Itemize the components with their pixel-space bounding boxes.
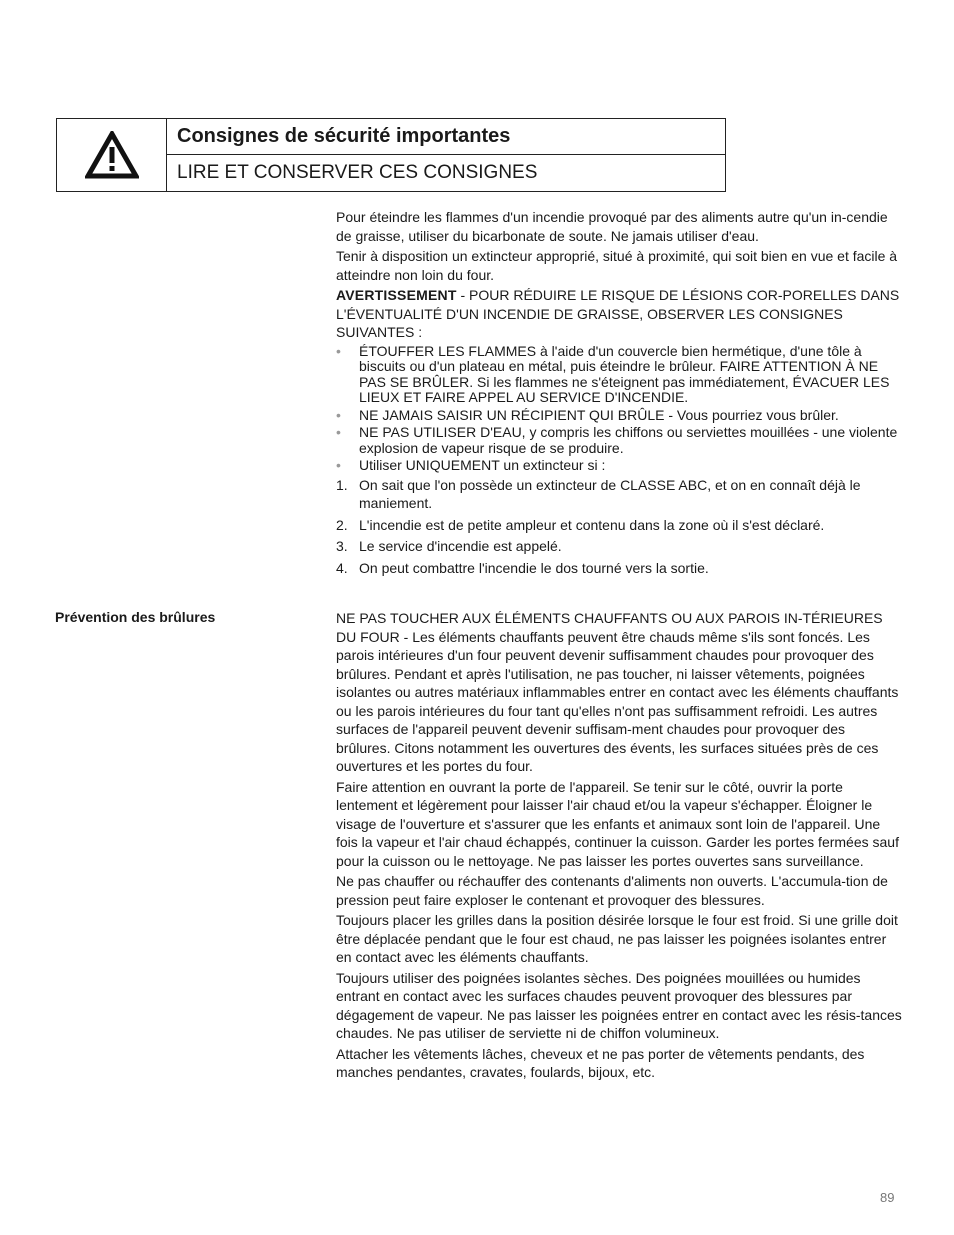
paragraph: Toujours utiliser des poignées isolantes sèches. Des poignées mouillées ou humides entrant en contact avec les surfaces chaudes peuvent provoquer des blessures par dégagement de vapeur. Ne pas laisser les poignées entrer en contact avec les résis-tances chaudes. Ne pas utiliser de serviette ni de chiffon volumineux. [336, 969, 902, 1041]
paragraph: Ne pas chauffer ou réchauffer des contenants d'aliments non ouverts. L'accumula-tion de pression peut faire exploser le contenant et provoquer des blessures. [336, 873, 888, 908]
list-item-text: NE PAS UTILISER D'EAU, y compris les chiffons ou serviettes mouillées - une violente explosion de vapeur risque de se produire. [359, 424, 898, 456]
list-item [336, 559, 902, 578]
warning-text: - POUR RÉDUIRE LE RISQUE DE LÉSIONS COR-PORELLES DANS L'ÉVENTUALITÉ D'UN INCENDIE DE GRAISSE, OBSERVER LES CONSIGNES SUIVANTES : [336, 287, 900, 340]
paragraph: NE PAS TOUCHER AUX ÉLÉMENTS CHAUFFANTS OU AUX PAROIS IN-TÉRIEURES DU FOUR - Les éléments chauffants peuvent être chauds même s'ils sont foncés. Les parois intérieures d'un four peuvent devenir suffisamment chaudes pour provoquer des brûlures. Pendant et après l'utilisation, ne pas toucher, ni laisser vêtements, poignées isolantes ou autres matériaux inflammables entrer en contact avec les éléments chauffants ou les parois intérieures du four tant qu'elles n'ont pas suffisamment refroidi. Les autres surfaces de l'appareil peuvent devenir suffisam-ment chaudes pour provoquer des brûlures. Citons notamment les ouvertures des évents, les surfaces situées près de ces ouvertures et les portes du four. [336, 610, 899, 774]
list-number: 3. [336, 538, 348, 554]
paragraph: Tenir à disposition un extincteur approprié, situé à proximité, qui soit bien en vue et facile à atteindre non loin du four. [336, 248, 898, 283]
bullet-icon: • [336, 406, 341, 423]
safety-header-box [56, 118, 726, 192]
paragraph: Pour éteindre les flammes d'un incendie provoqué par des aliments autre qu'un in-cendie de graisse, utiliser du bicarbonate de soute. Ne jamais utiliser d'eau. [336, 209, 888, 244]
paragraph: Attacher les vêtements lâches, cheveux et ne pas porter de vêtements pendants, des manches pendantes, cravates, foulards, bijoux, etc. [336, 1045, 865, 1080]
paragraph: Faire attention en ouvrant la porte de l'appareil. Se tenir sur le côté, ouvrir la porte lentement et légèrement pour laisser l'air chaud et/ou la vapeur s'échapper. Éloigner le visage de l'ouverture et s'assurer que les enfants et animaux sont loin de l'appareil. Une fois la vapeur et l'air chaud échappés, continuer la cuisson. Garder les portes fermées sauf pour la cuisson ou le nettoyage. Ne pas laisser les portes ouvertes sans surveillance. [336, 778, 899, 869]
fire-safety-section [336, 208, 902, 580]
list-item [336, 537, 902, 556]
list-item-text: On sait que l'on possède un extincteur de CLASSE ABC, et on en connaît déjà le maniement. [359, 476, 861, 511]
warning-icon-cell [57, 119, 167, 191]
list-item-text: On peut combattre l'incendie le dos tourné vers la sortie. [359, 559, 709, 576]
page-number: 89 [880, 1190, 895, 1205]
bullet-icon: • [336, 342, 341, 359]
list-item-text: NE JAMAIS SAISIR UN RÉCIPIENT QUI BRÛLE - Vous pourriez vous brûler. [359, 406, 839, 423]
bullet-icon: • [336, 424, 341, 440]
list-item [336, 516, 902, 535]
list-item [336, 408, 902, 424]
burn-prevention-section [336, 609, 902, 1084]
bullet-list [336, 344, 902, 474]
warning-triangle-icon [85, 131, 139, 179]
page-subtitle: LIRE ET CONSERVER CES CONSIGNES [177, 162, 538, 183]
page-title: Consignes de sécurité importantes [167, 119, 725, 155]
list-number: 1. [336, 476, 348, 493]
bullet-icon: • [336, 457, 341, 473]
list-item-text: ÉTOUFFER LES FLAMMES à l'aide d'un couvercle bien hermétique, d'une tôle à biscuits ou d'un plateau en métal, puis éteindre le brûleur. FAIRE ATTENTION À NE PAS SE BRÛLER. Si les flammes ne s'éteignent pas immédiatement, ÉVACUER LES LIEUX ET FAIRE APPEL AU SERVICE D'INCENDIE. [359, 342, 890, 405]
warning-paragraph [336, 286, 902, 342]
list-item-text: L'incendie est de petite ampleur et contenu dans la zone où il s'est déclaré. [359, 516, 825, 533]
list-item [336, 344, 902, 406]
list-number: 4. [336, 559, 348, 576]
warning-label: AVERTISSEMENT [336, 287, 457, 303]
list-item-text: Utiliser UNIQUEMENT un extincteur si : [359, 457, 606, 473]
list-item-text: Le service d'incendie est appelé. [359, 538, 562, 554]
list-number: 2. [336, 516, 348, 533]
paragraph: Toujours placer les grilles dans la position désirée lorsque le four est froid. Si une grille doit être déplacée pendant que le four est chaud, ne pas laisser les poignées isolantes entrer en contact avec les éléments chauffants. [336, 912, 898, 965]
section-heading: Prévention des brûlures [55, 609, 216, 625]
title-cell [167, 119, 725, 191]
list-item [336, 425, 902, 456]
numbered-list [336, 476, 902, 578]
list-item [336, 458, 902, 474]
list-item [336, 476, 902, 513]
